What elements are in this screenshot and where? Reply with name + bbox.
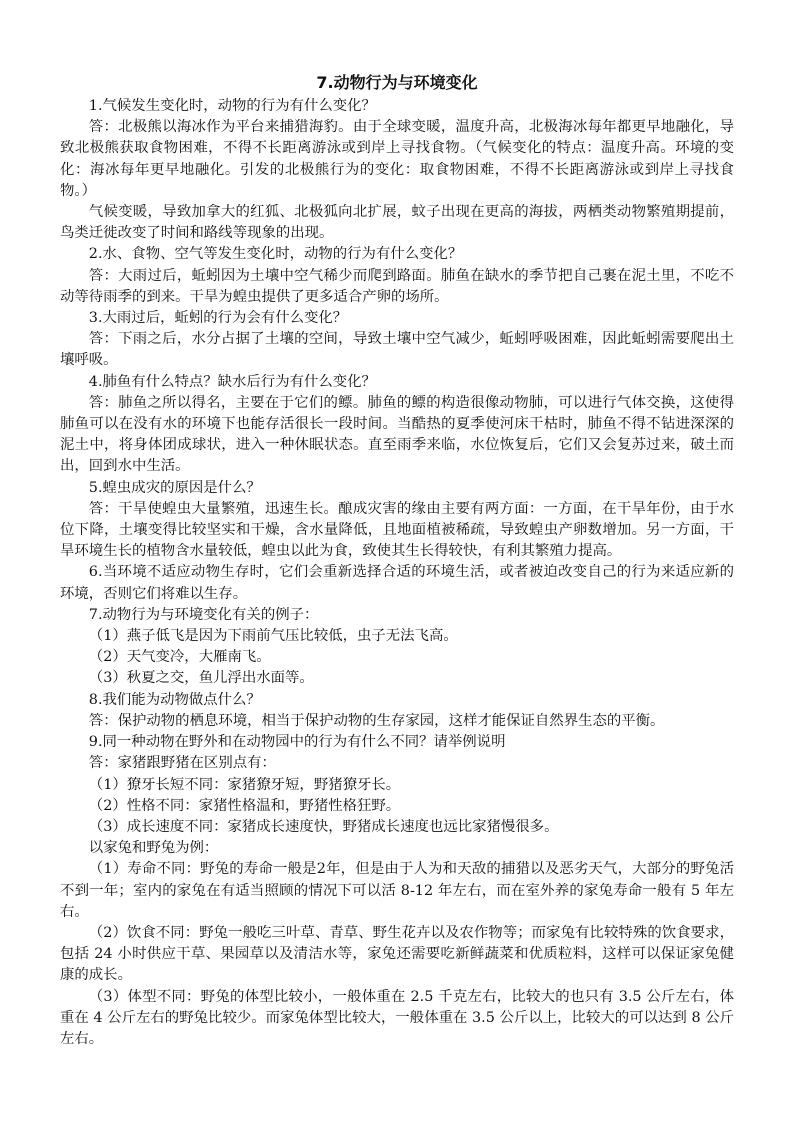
paragraph: 答：下雨之后，水分占据了土壤的空间，导致土壤中空气减少，蚯蚓呼吸困难，因此蚯蚓需要爬出土壤呼吸。: [60, 331, 734, 369]
paragraph: （1）燕子低飞是因为下雨前气压比较低，虫子无法飞高。: [88, 628, 458, 645]
paragraph: （1）寿命不同：野兔的寿命一般是2年，但是由于人为和天敌的捕猎以及恶劣天气，大部分的野兔活不到一年；室内的家兔在有适当照顾的情况下可以活 8-12 年左右，而在室外养的家兔寿命一般有 5 年左右。: [60, 861, 734, 920]
document-body: [60, 96, 734, 1050]
document-title: 7.动物行为与环境变化: [316, 73, 478, 92]
paragraph: 答：家猪跟野猪在区别点有：: [88, 755, 276, 772]
paragraph: 以家兔和野兔为例：: [88, 840, 219, 857]
paragraph: 答：干旱使蝗虫大量繁殖，迅速生长。酿成灾害的缘由主要有两方面：一方面，在干旱年份，由于水位下降，土壤变得比较坚实和干燥，含水量降低，且地面植被稀疏，导致蝗虫产卵数增加。另一方面，干旱环境生长的植物含水量较低，蝗虫以此为食，致使其生长得较快，有利其繁殖力提高。: [60, 500, 734, 560]
paragraph: （2）天气变冷，大雁南飞。: [88, 649, 271, 666]
paragraph: 答：保护动物的栖息环境，相当于保护动物的生存家园，这样才能保证自然界生态的平衡。: [88, 712, 665, 729]
paragraph: 答：北极熊以海冰作为平台来捕猎海豹。由于全球变暖，温度升高，北极海冰每年都更早地融化，导致北极熊获取食物困难，不得不长距离游泳或到岸上寻找食物。（气候变化的特点：温度升高。环境的变化：海冰每年更早地融化。引发的北极熊行为的变化：取食物困难，不得不长距离游泳或到岸上寻找食物。）: [60, 119, 734, 199]
paragraph: 气候变暖，导致加拿大的红狐、北极狐向北扩展，蚊子出现在更高的海拔，两栖类动物繁殖期提前，鸟类迁徙改变了时间和路线等现象的出现。: [60, 204, 734, 242]
paragraph: 4.肺鱼有什么特点？缺水后行为有什么变化？: [88, 373, 376, 390]
paragraph: 7.动物行为与环境变化有关的例子：: [88, 606, 319, 623]
paragraph: 9.同一种动物在野外和在动物园中的行为有什么不同？请举例说明: [88, 734, 506, 751]
paragraph: 8.我们能为动物做点什么？: [88, 691, 261, 708]
paragraph: （2）性格不同：家猪性格温和，野猪性格狂野。: [88, 797, 401, 814]
paragraph: （3）秋夏之交，鱼儿浮出水面等。: [88, 670, 314, 687]
paragraph: 2.水、食物、空气等发生变化时，动物的行为有什么变化？: [88, 246, 463, 263]
paragraph: （3）成长速度不同：家猪成长速度快，野猪成长速度也远比家猪慢很多。: [88, 818, 559, 835]
paragraph: 6.当环境不适应动物生存时，它们会重新选择合适的环境生活，或者被迫改变自己的行为来适应新的环境，否则它们将难以生存。: [60, 564, 734, 602]
paragraph: （3）体型不同：野兔的体型比较小，一般体重在 2.5 千克左右，比较大的也只有 3.5 公斤左右，体重在 4 公斤左右的野兔比较少。而家兔体型比较大，一般体重在 3.5 公斤以上，比较大的可以达到 8 公斤左右。: [60, 988, 734, 1047]
paragraph: 5.蝗虫成灾的原因是什么？: [88, 479, 261, 496]
paragraph: 答：肺鱼之所以得名，主要在于它们的鳔。肺鱼的鳔的构造很像动物肺，可以进行气体交换，这使得肺鱼可以在没有水的环境下也能存活很长一段时间。当酷热的夏季使河床干枯时，肺鱼不得不钻进深深的泥土中，将身体团成球状，进入一种休眠状态。直至雨季来临，水位恢复后，它们又会复苏过来，破土而出，回到水中生活。: [60, 394, 734, 475]
paragraph: 1.气候发生变化时，动物的行为有什么变化？: [88, 98, 376, 114]
paragraph: （2）饮食不同：野兔一般吃三叶草、青草、野生花卉以及农作物等；而家兔有比较特殊的饮食要求，包括 24 小时供应干草、果园草以及清洁水等，家兔还需要吃新鲜蔬菜和优质粒料，这样可以保证家兔健康的成长。: [60, 924, 734, 984]
paragraph: 答：大雨过后，蚯蚓因为土壤中空气稀少而爬到路面。肺鱼在缺水的季节把自己裹在泥土里，不吃不动等待雨季的到来。干旱为蝗虫提供了更多适合产卵的场所。: [60, 267, 734, 305]
paragraph: （1）獠牙长短不同：家猪獠牙短，野猪獠牙长。: [88, 776, 401, 793]
paragraph: 3.大雨过后，蚯蚓的行为会有什么变化？: [88, 310, 348, 327]
